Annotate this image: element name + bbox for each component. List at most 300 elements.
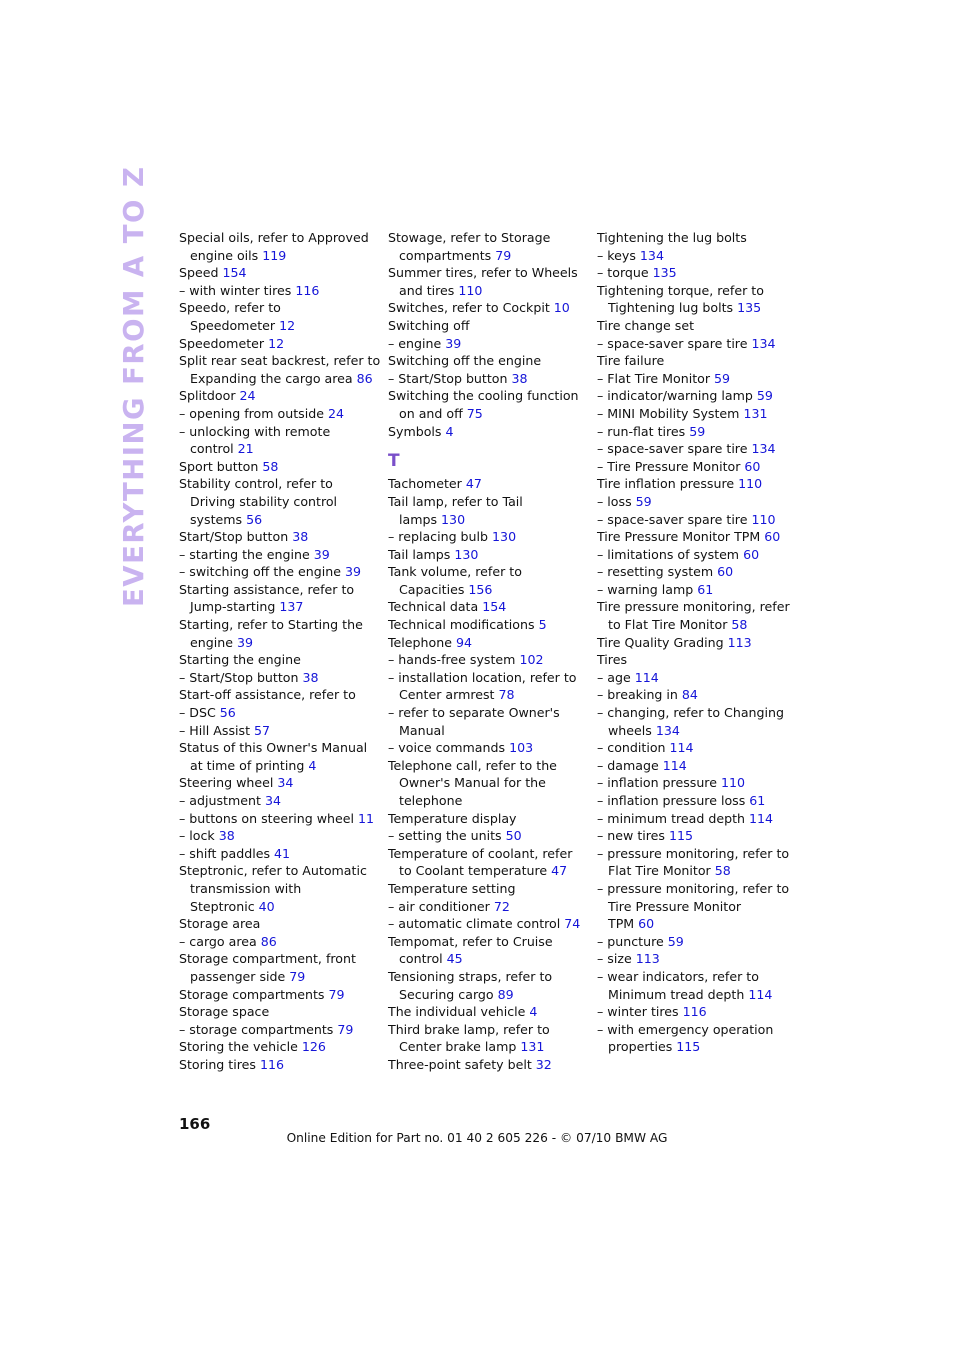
index-entry-text: Special oils, refer to Approved	[179, 230, 369, 245]
index-entry-text: Tire Pressure Monitor	[608, 898, 742, 914]
index-entry	[388, 264, 588, 282]
index-entry	[597, 616, 797, 634]
index-entry-text: – Start/Stop button	[179, 669, 303, 685]
index-entry-text: Switches, refer to Cockpit	[388, 300, 554, 316]
index-entry	[179, 247, 379, 265]
index-entry	[388, 722, 588, 740]
index-entry-text: Telephone call, refer to the	[388, 757, 557, 773]
index-entry	[388, 563, 588, 581]
page-reference-link[interactable]: 79	[328, 986, 345, 1002]
index-entry	[597, 247, 797, 265]
index-entry	[597, 511, 797, 529]
index-entry-text: – with emergency operation	[597, 1021, 774, 1037]
index-entry-text: Speed	[179, 265, 223, 281]
page-reference-link[interactable]: 110	[751, 511, 776, 527]
index-entry-text: control	[399, 951, 447, 967]
index-entry	[388, 546, 588, 564]
index-entry	[179, 739, 379, 757]
index-entry	[179, 423, 379, 441]
index-entry-text: Tensioning straps, refer to	[388, 968, 553, 984]
index-entry	[388, 810, 588, 828]
index-entry	[179, 317, 379, 335]
index-entry-text: – changing, refer to Changing	[597, 705, 784, 721]
index-entry	[388, 774, 588, 792]
page-reference-link[interactable]: 75	[466, 405, 483, 421]
page-reference-link[interactable]: 86	[260, 933, 277, 949]
index-entry-text: – Hill Assist	[179, 722, 255, 738]
page-reference-link[interactable]: 135	[737, 300, 762, 316]
index-entry-text: – starting the engine	[179, 546, 314, 562]
index-entry-text: Switching off the engine	[388, 353, 542, 369]
index-entry-text: – inflation pressure	[597, 775, 721, 791]
index-entry	[597, 581, 797, 599]
page-reference-link[interactable]: 47	[465, 476, 482, 492]
index-entry	[179, 792, 379, 810]
index-entry	[388, 827, 588, 845]
page-reference-link[interactable]: 34	[277, 775, 294, 791]
index-entry	[388, 493, 588, 511]
index-entry-text: Tail lamp, refer to Tail	[388, 493, 523, 509]
index-entry-text: – indicator/warning lamp	[597, 388, 757, 404]
index-entry	[179, 950, 379, 968]
index-entry-text: Tightening the lug bolts	[597, 230, 747, 245]
index-entry	[388, 1056, 588, 1074]
page-reference-link[interactable]: 114	[662, 757, 687, 773]
index-entry-text: at time of printing	[190, 757, 309, 773]
page-reference-link[interactable]: 11	[358, 810, 375, 826]
page-reference-link[interactable]: 56	[219, 705, 236, 721]
index-entry-text: Status of this Owner's Manual	[179, 740, 368, 756]
page-reference-link[interactable]: 60	[638, 916, 655, 932]
index-entry	[597, 880, 797, 898]
index-entry	[179, 229, 379, 247]
index-entry	[597, 810, 797, 828]
page-reference-link[interactable]: 130	[492, 529, 517, 545]
index-entry	[388, 845, 588, 863]
index-entry	[388, 581, 588, 599]
page-reference-link[interactable]: 60	[743, 546, 760, 562]
page-reference-link[interactable]: 114	[634, 669, 659, 685]
index-entry	[597, 774, 797, 792]
page-reference-link[interactable]: 131	[520, 1039, 545, 1055]
index-entry-text: Tail lamps	[388, 546, 455, 562]
side-section-title: EVERYTHING FROM A TO Z	[118, 165, 150, 607]
page-reference-link[interactable]: 12	[279, 317, 296, 333]
index-entry	[597, 933, 797, 951]
index-entry	[179, 1056, 379, 1074]
page-reference-link[interactable]: 60	[744, 458, 761, 474]
index-entry	[388, 370, 588, 388]
index-entry-text: Speedo, refer to	[179, 300, 281, 316]
index-entry-text: Third brake lamp, refer to	[388, 1021, 550, 1037]
page-reference-link[interactable]: 116	[295, 282, 320, 298]
page-reference-link[interactable]: 39	[236, 634, 253, 650]
index-entry	[388, 317, 588, 335]
index-entry	[388, 528, 588, 546]
page-reference-link[interactable]: 57	[254, 722, 271, 738]
index-entry	[388, 511, 588, 529]
index-entry-text: Three-point safety belt	[388, 1056, 536, 1072]
index-entry	[179, 458, 379, 476]
index-entry	[388, 986, 588, 1004]
index-entry	[597, 898, 797, 916]
index-entry-text: Capacities	[399, 581, 469, 597]
index-entry	[179, 616, 379, 634]
index-entry-text: Tightening lug bolts	[608, 300, 738, 316]
index-entry-text: Storage space	[179, 1004, 270, 1020]
page-reference-link[interactable]: 58	[262, 458, 279, 474]
index-entry	[179, 581, 379, 599]
index-entry-text: – warning lamp	[597, 581, 698, 597]
index-entry-text: Storage area	[179, 916, 261, 932]
page-reference-link[interactable]: 47	[551, 863, 568, 879]
page-reference-link[interactable]: 116	[259, 1056, 284, 1072]
index-entry-text: – wear indicators, refer to	[597, 968, 759, 984]
index-entry-text: – run-flat tires	[597, 423, 690, 439]
page-reference-link[interactable]: 115	[676, 1039, 701, 1055]
index-entry	[388, 299, 588, 317]
index-entry-text: Stowage, refer to Storage	[388, 230, 551, 245]
index-entry-text: – unlocking with remote	[179, 423, 331, 439]
index-entry	[388, 616, 588, 634]
page-reference-link[interactable]: 113	[635, 951, 660, 967]
index-entry	[179, 282, 379, 300]
index-entry-text: – limitations of system	[597, 546, 744, 562]
page-reference-link[interactable]: 4	[308, 757, 317, 773]
index-entry-text: – replacing bulb	[388, 529, 493, 545]
index-entry	[388, 229, 588, 247]
page-reference-link[interactable]: 103	[509, 740, 534, 756]
index-entry-text: Start-off assistance, refer to	[179, 687, 356, 703]
page-reference-link[interactable]: 134	[639, 247, 664, 263]
page-reference-link[interactable]: 110	[458, 282, 483, 298]
page-reference-link[interactable]: 84	[681, 687, 698, 703]
page-reference-link[interactable]: 110	[738, 476, 763, 492]
index-entry	[388, 915, 588, 933]
index-entry	[597, 1021, 797, 1039]
index-entry	[388, 387, 588, 405]
page-reference-link[interactable]: 34	[264, 793, 281, 808]
page-reference-link[interactable]: 94	[455, 634, 472, 650]
index-entry-text: – damage	[597, 757, 663, 773]
index-entry-text: The individual vehicle	[388, 1004, 530, 1020]
page-reference-link[interactable]: 137	[279, 599, 304, 615]
index-entry	[179, 1003, 379, 1021]
index-entry	[179, 827, 379, 845]
index-entry-text: Speedometer	[179, 335, 269, 351]
index-entry	[179, 370, 379, 388]
index-entry	[597, 440, 797, 458]
index-entry-text: Start/Stop button	[179, 529, 293, 545]
index-entry	[597, 598, 797, 616]
page-reference-link[interactable]: 59	[689, 423, 706, 439]
index-entry-text: – keys	[597, 247, 640, 263]
page-reference-link[interactable]: 115	[668, 828, 694, 844]
page-reference-link[interactable]: 131	[743, 405, 768, 421]
index-entry-text: – opening from outside	[179, 405, 328, 421]
index-entry	[388, 686, 588, 704]
index-entry-text: Tire Quality Grading	[597, 634, 728, 650]
index-entry	[597, 423, 797, 441]
index-entry	[388, 475, 588, 493]
page-reference-link[interactable]: 61	[697, 581, 714, 597]
page-reference-link[interactable]: 154	[222, 265, 247, 281]
index-entry-text: – age	[597, 669, 635, 685]
page-reference-link[interactable]: 114	[669, 740, 694, 756]
index-entry-text: Splitdoor	[179, 388, 240, 404]
page-reference-link[interactable]: 78	[498, 687, 515, 703]
page-reference-link[interactable]: 79	[289, 968, 306, 984]
index-entry-text: Steptronic	[190, 898, 259, 914]
index-entry	[597, 405, 797, 423]
index-entry-text: – size	[597, 951, 636, 967]
page-reference-link[interactable]: 4	[445, 423, 454, 439]
index-entry	[179, 722, 379, 740]
index-entry-text: telephone	[399, 793, 463, 808]
index-entry-text: to Flat Tire Monitor	[608, 617, 732, 633]
page-reference-link[interactable]: 40	[258, 898, 275, 914]
page-reference-link[interactable]: 126	[301, 1039, 326, 1055]
index-entry	[388, 862, 588, 880]
index-entry	[597, 827, 797, 845]
index-entry	[597, 986, 797, 1004]
index-entry	[597, 299, 797, 317]
page-reference-link[interactable]: 21	[237, 441, 254, 457]
index-entry	[388, 423, 588, 441]
page-reference-link[interactable]: 154	[482, 599, 507, 615]
index-entry	[597, 335, 797, 353]
index-entry	[179, 440, 379, 458]
index-entry	[179, 598, 379, 616]
index-entry	[597, 387, 797, 405]
index-entry-text: and tires	[399, 282, 459, 298]
index-entry-text: engine oils	[190, 247, 263, 263]
page-reference-link[interactable]: 24	[327, 405, 344, 421]
index-entry-text: – breaking in	[597, 687, 682, 703]
index-entry-text: Temperature display	[388, 810, 517, 826]
index-entry-text: – setting the units	[388, 828, 506, 844]
index-entry	[388, 651, 588, 669]
page-reference-link[interactable]: 59	[756, 388, 773, 404]
index-entry	[179, 915, 379, 933]
page-reference-link[interactable]: 59	[635, 493, 652, 509]
page-reference-link[interactable]: 41	[274, 845, 291, 861]
index-entry-text: – pressure monitoring, refer to	[597, 845, 790, 861]
index-entry-text: – new tires	[597, 828, 669, 844]
index-entry-text: Steptronic, refer to Automatic	[179, 863, 367, 879]
index-entry-text: – storage compartments	[179, 1021, 338, 1037]
page-number: 166	[179, 1115, 211, 1133]
page-reference-link[interactable]: 130	[454, 546, 479, 562]
index-entry-text: – inflation pressure loss	[597, 793, 750, 808]
index-entry-text: Starting assistance, refer to	[179, 581, 355, 597]
index-entry	[179, 898, 379, 916]
index-column-3	[597, 229, 797, 1056]
index-entry	[597, 704, 797, 722]
page-reference-link[interactable]: 116	[682, 1004, 707, 1020]
page-reference-link[interactable]: 110	[720, 775, 746, 791]
index-entry-text: – Tire Pressure Monitor	[597, 458, 745, 474]
page-reference-link[interactable]: 50	[505, 828, 522, 844]
index-entry	[179, 669, 379, 687]
index-entry-text: – minimum tread depth	[597, 810, 750, 826]
index-entry	[597, 915, 797, 933]
index-entry	[597, 563, 797, 581]
index-entry-text: – hands-free system	[388, 652, 520, 668]
index-entry-text: – loss	[597, 493, 636, 509]
index-entry	[597, 1003, 797, 1021]
page-reference-link[interactable]: 114	[748, 986, 773, 1002]
index-entry-text: – cargo area	[179, 933, 261, 949]
page-reference-link[interactable]: 72	[493, 898, 510, 914]
page-reference-link[interactable]: 56	[246, 511, 263, 527]
page-reference-link[interactable]: 38	[218, 828, 235, 844]
index-entry	[597, 686, 797, 704]
index-entry-text: transmission with	[190, 880, 302, 896]
index-entry-text: Tire change set	[597, 317, 695, 333]
index-entry	[388, 880, 588, 898]
page-reference-link[interactable]: 113	[727, 634, 752, 650]
index-entry-text: Expanding the cargo area	[190, 370, 357, 386]
page-reference-link[interactable]: 38	[292, 529, 309, 545]
page-reference-link[interactable]: 60	[717, 564, 734, 580]
page-reference-link[interactable]: 156	[468, 581, 493, 597]
page-reference-link[interactable]: 86	[356, 370, 373, 386]
index-entry-text: Speedometer	[190, 317, 280, 333]
page-reference-link[interactable]: 135	[652, 265, 677, 281]
index-entry-text: – switching off the engine	[179, 564, 345, 580]
index-entry-text: – with winter tires	[179, 282, 296, 298]
page-reference-link[interactable]: 89	[497, 986, 514, 1002]
index-entry-text: Jump-starting	[190, 599, 280, 615]
page-reference-link[interactable]: 79	[495, 247, 512, 263]
index-entry-text: – installation location, refer to	[388, 669, 577, 685]
index-entry-text: – DSC	[179, 705, 220, 721]
index-entry	[597, 528, 797, 546]
page-reference-link[interactable]: 39	[345, 564, 362, 580]
page-reference-link[interactable]: 32	[535, 1056, 552, 1072]
page-reference-link[interactable]: 61	[749, 793, 766, 808]
page-reference-link[interactable]: 134	[751, 441, 776, 457]
index-entry-text: Summer tires, refer to Wheels	[388, 265, 578, 281]
index-entry	[597, 862, 797, 880]
index-entry-text: Telephone	[388, 634, 456, 650]
page-reference-link[interactable]: 39	[313, 546, 330, 562]
index-entry-text: Technical modifications	[388, 617, 539, 633]
index-entry-text: Manual	[399, 722, 445, 738]
index-entry-text: Storage compartments	[179, 986, 329, 1002]
page-reference-link[interactable]: 130	[441, 511, 466, 527]
index-entry-text: Tightening torque, refer to	[597, 282, 764, 298]
index-entry-text: Split rear seat backrest, refer to	[179, 353, 381, 369]
index-entry	[388, 1021, 588, 1039]
page-reference-link[interactable]: 4	[529, 1004, 538, 1020]
section-letter: T	[388, 451, 400, 472]
page-reference-link[interactable]: 134	[655, 722, 680, 738]
index-entry	[179, 563, 379, 581]
page-reference-link[interactable]: 24	[239, 388, 256, 404]
index-entry-text: – space-saver spare tire	[597, 511, 752, 527]
index-entry	[179, 335, 379, 353]
index-entry-text: Tires	[597, 652, 628, 668]
index-entry-text: – shift paddles	[179, 845, 275, 861]
index-entry	[179, 845, 379, 863]
index-entry	[388, 282, 588, 300]
index-entry-text: TPM	[608, 916, 639, 932]
page-reference-link[interactable]: 39	[445, 335, 462, 351]
index-entry	[179, 528, 379, 546]
index-entry-text: Stability control, refer to	[179, 476, 333, 492]
index-entry-text: – space-saver spare tire	[597, 441, 752, 457]
page-reference-link[interactable]: 74	[564, 916, 581, 932]
index-entry	[179, 546, 379, 564]
index-entry	[388, 1038, 588, 1056]
index-entry	[179, 986, 379, 1004]
index-entry	[597, 968, 797, 986]
page-reference-link[interactable]: 10	[553, 300, 570, 316]
page-reference-link[interactable]: 119	[262, 247, 287, 263]
page-reference-link[interactable]: 5	[538, 617, 547, 633]
index-entry	[597, 264, 797, 282]
index-entry	[388, 669, 588, 687]
page-reference-link[interactable]: 114	[749, 810, 774, 826]
page-reference-link[interactable]: 79	[337, 1021, 354, 1037]
index-entry	[597, 317, 797, 335]
index-entry	[388, 704, 588, 722]
index-entry	[179, 299, 379, 317]
index-entry	[388, 1003, 588, 1021]
index-entry	[597, 757, 797, 775]
page-reference-link[interactable]: 102	[519, 652, 544, 668]
index-entry	[597, 229, 797, 247]
index-entry-text: Tire Pressure Monitor TPM	[597, 529, 765, 545]
index-entry-text: Switching the cooling function	[388, 388, 579, 404]
index-entry-text: – space-saver spare tire	[597, 335, 752, 351]
footer-edition-note: Online Edition for Part no. 01 40 2 605 226 - © 07/10 BMW AG	[286, 1131, 668, 1145]
index-entry	[179, 757, 379, 775]
page-reference-link[interactable]: 60	[764, 529, 781, 545]
page-reference-link[interactable]: 58	[714, 863, 731, 879]
index-entry	[388, 739, 588, 757]
index-entry-text: – refer to separate Owner's	[388, 705, 560, 721]
index-column-2	[388, 229, 588, 1074]
index-entry	[179, 352, 379, 370]
page-reference-link[interactable]: 59	[714, 370, 731, 386]
index-entry	[597, 1038, 797, 1056]
page-reference-link[interactable]: 45	[446, 951, 463, 967]
index-entry-text: Flat Tire Monitor	[608, 863, 715, 879]
index-entry	[388, 352, 588, 370]
index-entry-text: – pressure monitoring, refer to	[597, 880, 790, 896]
index-entry	[179, 1038, 379, 1056]
index-entry	[388, 898, 588, 916]
index-entry	[179, 862, 379, 880]
index-entry	[597, 739, 797, 757]
index-entry-text: – lock	[179, 828, 219, 844]
index-entry	[179, 880, 379, 898]
page-reference-link[interactable]: 38	[511, 370, 528, 386]
page-reference-link[interactable]: 58	[731, 617, 748, 633]
index-entry	[179, 686, 379, 704]
page-reference-link[interactable]: 12	[268, 335, 285, 351]
index-entry	[388, 968, 588, 986]
index-entry	[388, 792, 588, 810]
index-entry-text: on and off	[399, 405, 467, 421]
page-reference-link[interactable]: 134	[751, 335, 776, 351]
page-reference-link[interactable]: 38	[302, 669, 319, 685]
page-reference-link[interactable]: 59	[667, 933, 684, 949]
index-entry-text: engine	[190, 634, 237, 650]
